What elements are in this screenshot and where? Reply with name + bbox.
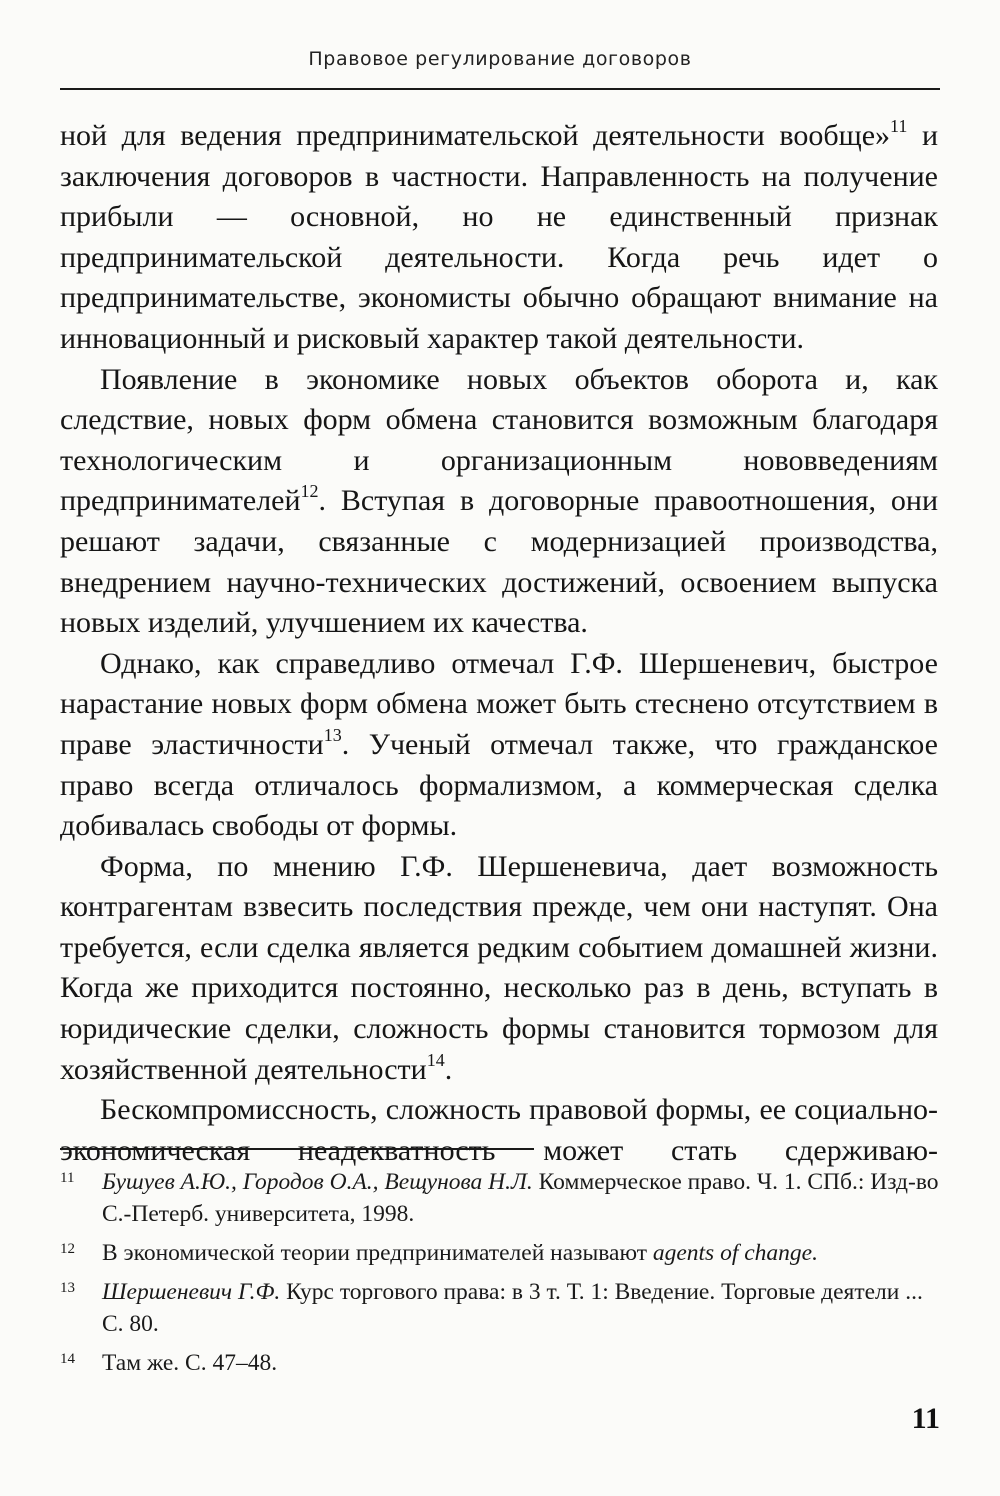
running-title: Правовое регулирование договоров [308,48,692,70]
text-run: Однако, как справедливо отмечал Г.Ф. Шершеневич, быстрое нарастание новых форм обмена может быть стеснено отсутствием в праве эластичности [60,646,938,761]
text-run: ной для ведения предпринимательской деятельности вообще» [60,119,891,152]
footnote-authors: Шершеневич Г.Ф. [102,1279,281,1305]
footnote [60,1237,940,1269]
footnote-text [102,1166,940,1230]
footnote-number: 13 [60,1280,75,1296]
paragraph [60,644,938,847]
footnote [60,1347,940,1379]
footnote-number: 12 [60,1241,75,1257]
footnote-ref[interactable]: 12 [300,481,319,502]
footnote-ref[interactable]: 11 [890,116,908,136]
footnote-rule [60,1148,534,1150]
text-run: Коммерческое право. Ч. 1. СПб.: Изд-во С.-Петерб. университета, 1998. [102,1169,939,1227]
paragraph [60,847,938,1091]
text-run: . [444,1052,453,1086]
text-run: и заключения договоров в частности. Направленность на получение прибыли — основной, но не единственный признак предпринимательской деятельности. Когда речь идет о предпринимательстве, экономисты обычно обращают внимание на инновационный и рисковый характер такой деятельности. [60,119,938,355]
text-run: В экономической теории предпринимателей называют [102,1240,653,1266]
header-rule [60,88,940,90]
footnote-number: 11 [60,1170,75,1186]
footnote-text [102,1276,940,1340]
text-run: Появление в экономике новых объектов оборота и, как следствие, новых форм обмена становится возможным благодаря технологическим и организационным нововведениям предпринимателей [60,362,938,518]
footnote-number: 14 [60,1351,75,1367]
text-run: . Ученый отмечал также, что гражданское право всегда отличалось формализмом, а коммерческая сделка добивалась свободы от формы. [60,727,938,843]
text-run: Бескомпромиссность, сложность правовой формы, ее социально-экономическая неадекватность может стать сдерживаю- [60,1093,938,1167]
footnotes [60,1166,940,1386]
text-run: Курс торгового права: в 3 т. Т. 1: Введение. Торговые деятели ... С. 80. [102,1279,923,1337]
footnote-text [102,1237,940,1269]
paragraph [60,116,938,360]
footnote [60,1276,940,1340]
text-run: . Вступая в договорные правоотношения, они решают задачи, связанные с модернизацией производства, внедрением научно-технических достижений, освоением выпуска новых изделий, улучшением их качества. [60,484,938,640]
footnote-ref[interactable]: 14 [426,1049,445,1070]
text-run: Форма, по мнению Г.Ф. Шершеневича, дает возможность контрагентам взвесить последствия прежде, чем они наступят. Она требуется, если сделка является редким событием домашней жизни. Когда же приходится постоянно, несколько раз в день, вступать в юридические сделки, сложность формы становится тормозом для хозяйственной деятельности [60,849,938,1086]
footnote-text: Там же. С. 47–48. [102,1350,278,1376]
page-number: 11 [911,1402,940,1435]
footnote-italic-term: agents of change. [652,1240,818,1266]
paragraph [60,360,938,644]
footnote-ref[interactable]: 13 [323,724,342,745]
footnote-authors: Бушуев А.Ю., Городов О.А., Вещунова Н.Л. [102,1169,533,1195]
paragraph [60,1090,938,1171]
footnote [60,1166,940,1230]
main-text [60,116,938,1171]
